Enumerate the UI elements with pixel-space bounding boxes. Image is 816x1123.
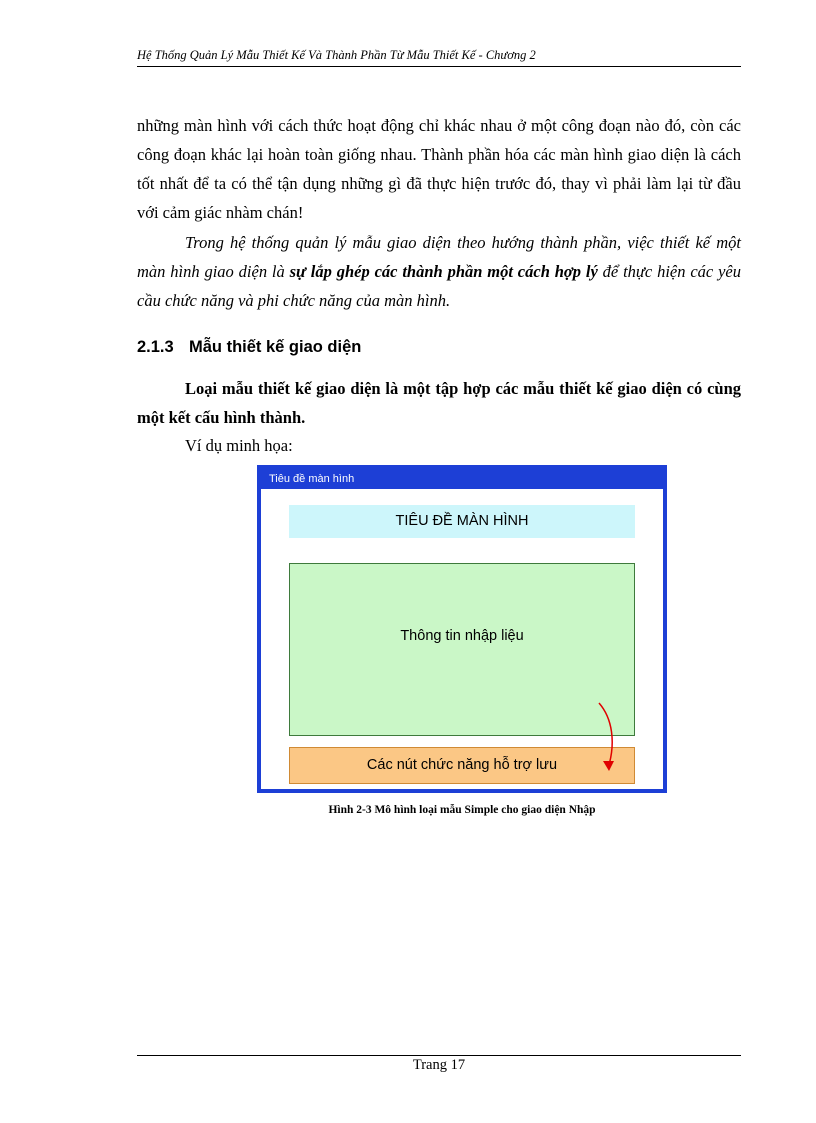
figure-window-titlebar: Tiêu đề màn hình bbox=[261, 469, 663, 489]
figure-mockup-window bbox=[257, 465, 667, 793]
running-header: Hệ Thống Quản Lý Mẫu Thiết Kế Và Thành Phần Từ Mẫu Thiết Kế - Chương 2 bbox=[137, 48, 536, 62]
paragraph-3-text: Loại mẫu thiết kế giao diện là một tập hợp các mẫu thiết kế giao diện có cùng một kết cấu hình thành. bbox=[137, 379, 741, 427]
figure-title-box: TIÊU ĐỀ MÀN HÌNH bbox=[289, 505, 635, 538]
figure-input-box: Thông tin nhập liệu bbox=[289, 563, 635, 736]
page-number: Trang 17 bbox=[412, 1057, 466, 1073]
paragraph-2-start: Trong hệ thống quản lý mẫu giao diện theo hướng thành phần, việc thiết kế một màn hình giao diện là bbox=[137, 233, 741, 281]
section-number: 2.1.3 bbox=[137, 338, 174, 356]
header-divider bbox=[137, 66, 741, 67]
section-heading bbox=[137, 338, 361, 357]
paragraph-2-emphasis: sự lắp ghép các thành phần một cách hợp lý bbox=[289, 262, 598, 281]
section-title: Mẫu thiết kế giao diện bbox=[189, 338, 362, 356]
paragraph-1: những màn hình với cách thức hoạt động chỉ khác nhau ở một công đoạn nào đó, còn các công đoạn khác lại hoàn toàn giống nhau. Thành phần hóa các màn hình giao diện là cách tốt nhất để ta có thể tận dụng những gì đã thực hiện trước đó, thay vì phải làm lại từ đầu với cảm giác nhàm chán! bbox=[137, 116, 741, 222]
paragraph-2-end: để thực hiện các yêu cầu chức năng và phi chức năng của màn hình. bbox=[137, 262, 742, 310]
paragraph-3 bbox=[137, 374, 741, 432]
footer-divider bbox=[137, 1055, 741, 1056]
paragraph-2 bbox=[137, 228, 741, 315]
figure-buttons-box: Các nút chức năng hỗ trợ lưu bbox=[289, 747, 635, 784]
figure-caption: Hình 2-3 Mô hình loại mẫu Simple cho giao diện Nhập bbox=[328, 804, 596, 816]
paragraph-4-text: Ví dụ minh họa: bbox=[185, 436, 293, 455]
paragraph-4 bbox=[137, 431, 741, 460]
red-arrow-icon bbox=[591, 699, 621, 779]
